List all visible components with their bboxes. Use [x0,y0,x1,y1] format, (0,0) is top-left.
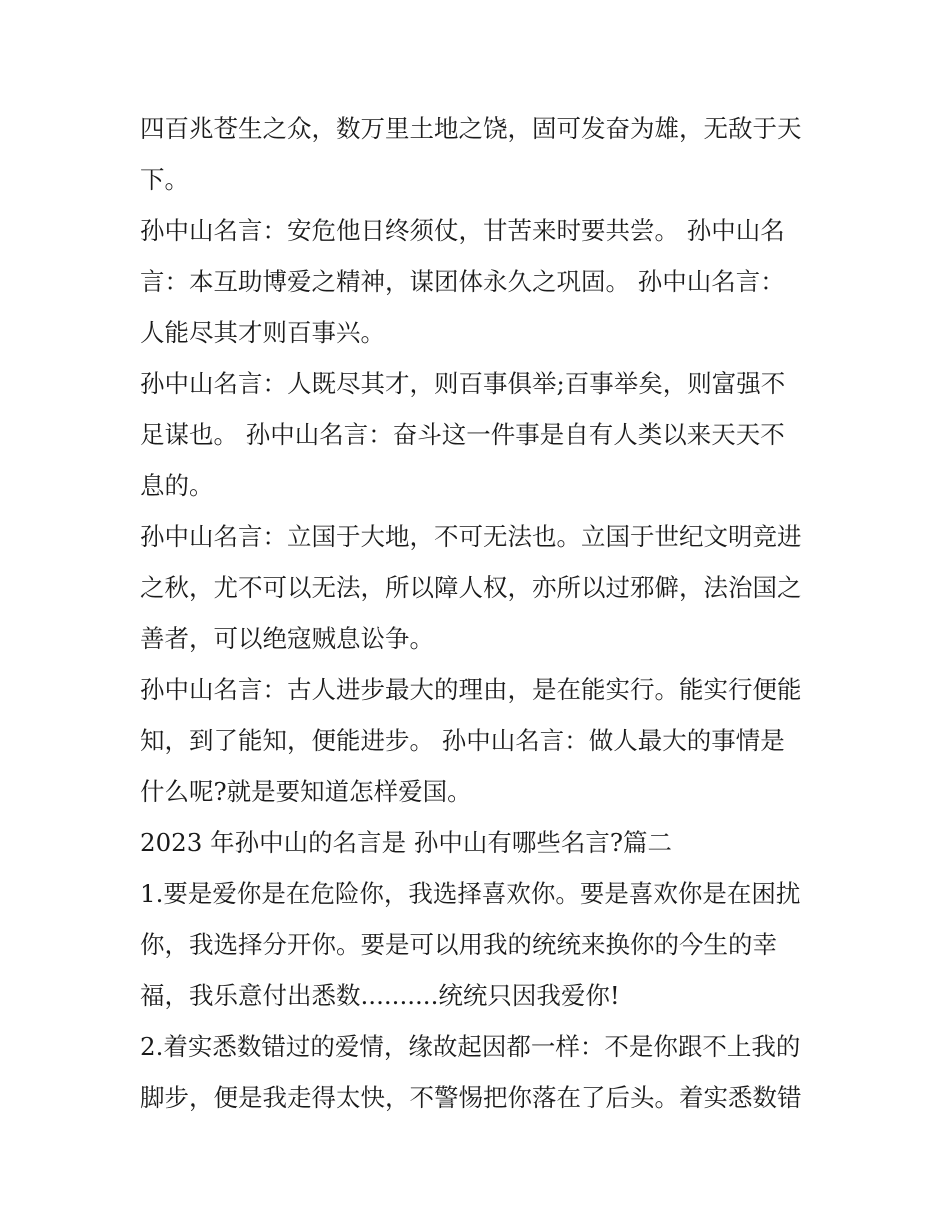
text-line: 人能尽其才则百事兴。 [140,318,385,347]
text-line: 四百兆苍生之众，数万里土地之饶，固可发奋为雄，无敌于天 [140,114,802,143]
text-line: 孙中山名言：安危他日终须仗，甘苦来时要共尝。 孙中山名 [140,216,785,245]
text-line: 足谋也。 孙中山名言：奋斗这一件事是自有人类以来天天不 [140,420,785,449]
text-line: 孙中山名言：立国于大地，不可无法也。立国于世纪文明竞进 [140,522,802,551]
text-line: 1.要是爱你是在危险你，我选择喜欢你。要是喜欢你是在困扰 [140,879,801,908]
text-line: 2.着实悉数错过的爱情，缘故起因都一样：不是你跟不上我的 [140,1032,801,1061]
text-line: 孙中山名言：人既尽其才，则百事俱举;百事举矣，则富强不 [140,369,786,398]
text-line: 善者，可以绝寇贼息讼争。 [140,624,434,653]
text-line: 下。 [140,165,189,194]
section-heading: 2023 年孙中山的名言是 孙中山有哪些名言?篇二 [140,828,673,857]
text-line: 脚步，便是我走得太快，不警惕把你落在了后头。着实悉数错 [140,1083,802,1112]
text-line: 你，我选择分开你。要是可以用我的统统来换你的今生的幸 [140,930,777,959]
text-line: 之秋，尤不可以无法，所以障人权，亦所以过邪僻，法治国之 [140,573,802,602]
text-line: 什么呢?就是要知道怎样爱国。 [140,777,472,806]
text-line: 孙中山名言：古人进步最大的理由，是在能实行。能实行便能 [140,675,802,704]
text-line: 言：本互助博爱之精神，谋团体永久之巩固。 孙中山名言： [140,267,785,296]
text-line: 息的。 [140,471,214,500]
text-line: 福，我乐意付出悉数..........统统只因我爱你! [140,981,620,1010]
text-line: 知，到了能知，便能进步。 孙中山名言：做人最大的事情是 [140,726,785,755]
